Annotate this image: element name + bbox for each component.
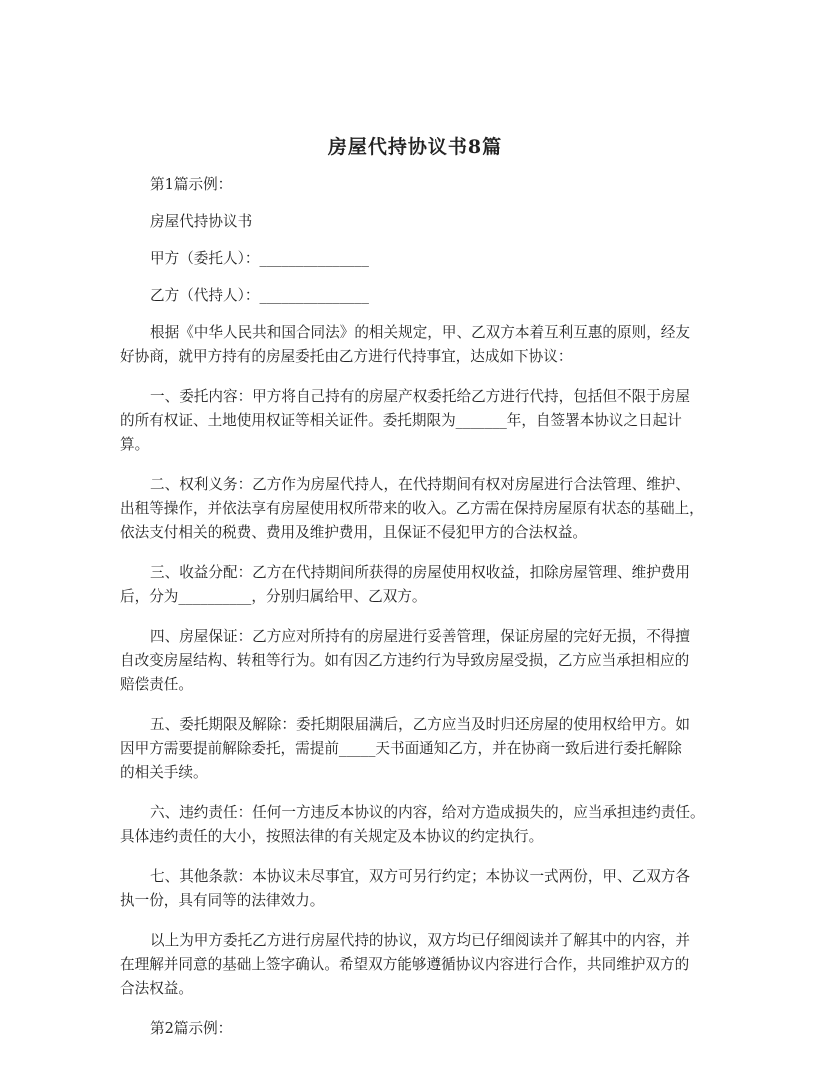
paragraph-line: 四、房屋保证：乙方应对所持有的房屋进行妥善管理，保证房屋的完好无损，不得擅: [150, 628, 690, 645]
paragraph: [120, 801, 720, 849]
paragraph-line: 七、其他条款：本协议未尽事宜，双方可另行约定；本协议一式两份，甲、乙双方各: [150, 868, 690, 885]
paragraph: [120, 561, 720, 609]
paragraph: [120, 284, 720, 308]
paragraph: [120, 713, 720, 785]
paragraph-line: 根据《中华人民共和国合同法》的相关规定，甲、乙双方本着互利互惠的原则，经友: [150, 324, 690, 341]
paragraph: [120, 473, 720, 545]
paragraph-line: 执一份，具有同等的法律效力。: [120, 892, 325, 909]
paragraph-line: 的相关手续。: [120, 764, 208, 781]
paragraph: [120, 321, 720, 369]
paragraph-line: 依法支付相关的税费、费用及维护费用，且保证不侵犯甲方的合法权益。: [120, 524, 588, 541]
paragraph: [120, 929, 720, 1001]
paragraph-line: 赔偿责任。: [120, 676, 193, 693]
paragraph-line: 一、委托内容：甲方将自己持有的房屋产权委托给乙方进行代持，包括但不限于房屋: [150, 388, 690, 405]
paragraph: [120, 210, 720, 234]
paragraph-line: 六、违约责任：任何一方违反本协议的内容，给对方造成损失的，应当承担违约责任。: [150, 804, 705, 821]
paragraph-line: 在理解并同意的基础上签字确认。希望双方能够遵循协议内容进行合作，共同维护双方的: [120, 956, 690, 973]
paragraph: [120, 1017, 720, 1041]
paragraph: [120, 173, 720, 197]
paragraph-line: 以上为甲方委托乙方进行房屋代持的协议，双方均已仔细阅读并了解其中的内容，并: [150, 932, 690, 949]
paragraph-line: 房屋代持协议书: [150, 213, 253, 230]
paragraph: [120, 865, 720, 913]
paragraph-line: 五、委托期限及解除：委托期限届满后，乙方应当及时归还房屋的使用权给甲方。如: [150, 716, 690, 733]
paragraph-line: 三、收益分配：乙方在代持期间所获得的房屋使用权收益，扣除房屋管理、维护费用: [150, 564, 690, 581]
paragraph-line: 第1篇示例：: [150, 176, 233, 193]
paragraph-line: 乙方（代持人）：_______________: [150, 287, 369, 304]
paragraph-line: 合法权益。: [120, 980, 193, 997]
paragraph-line: 二、权利义务：乙方作为房屋代持人，在代持期间有权对房屋进行合法管理、维护、: [150, 476, 690, 493]
paragraph: [120, 625, 720, 697]
paragraph-line: 出租等操作，并依法享有房屋使用权所带来的收入。乙方需在保持房屋原有状态的基础上，: [120, 500, 704, 517]
document-body: [120, 173, 720, 1054]
paragraph: [120, 247, 720, 271]
paragraph-line: 自改变房屋结构、转租等行为。如有因乙方违约行为导致房屋受损，乙方应当承担相应的: [120, 652, 690, 669]
paragraph-line: 算。: [120, 436, 150, 453]
paragraph-line: 因甲方需要提前解除委托，需提前_____天书面通知乙方，并在协商一致后进行委托解除: [120, 740, 682, 757]
paragraph-line: 的所有权证、土地使用权证等相关证件。委托期限为_______年，自签署本协议之日起计: [120, 412, 682, 429]
paragraph-line: 第2篇示例：: [150, 1020, 233, 1037]
paragraph-line: 甲方（委托人）：_______________: [150, 250, 369, 267]
paragraph: [120, 385, 720, 457]
paragraph-line: 后，分为__________，分别归属给甲、乙双方。: [120, 588, 427, 605]
paragraph-line: 好协商，就甲方持有的房屋委托由乙方进行代持事宜，达成如下协议：: [120, 348, 573, 365]
paragraph-line: 具体违约责任的大小，按照法律的有关规定及本协议的约定执行。: [120, 828, 544, 845]
document-title: 房屋代持协议书8篇: [327, 136, 503, 158]
